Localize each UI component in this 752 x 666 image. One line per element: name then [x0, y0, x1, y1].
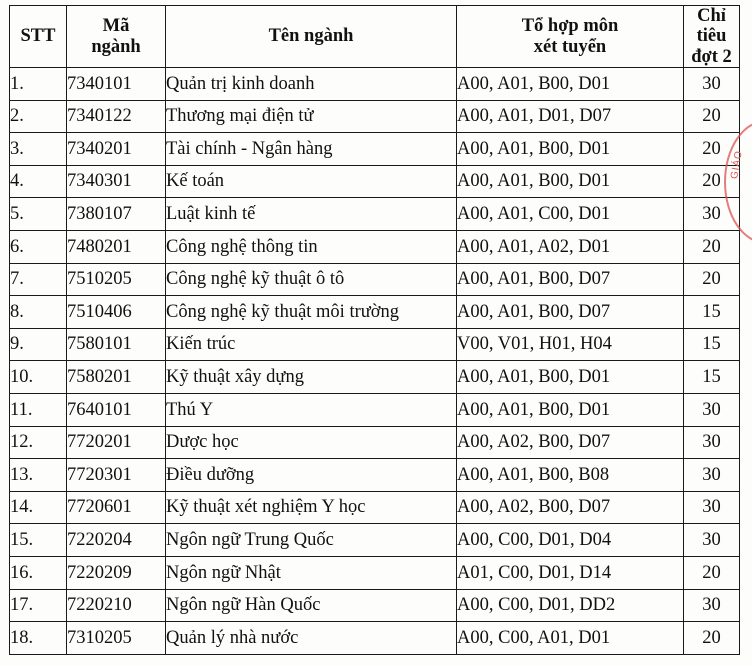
row-name-cell: Công nghệ kỹ thuật ô tô [166, 263, 457, 296]
table-row [10, 393, 740, 426]
row-name-cell: Kiến trúc [166, 328, 457, 361]
table-row [10, 198, 740, 231]
row-name-cell: Thương mại điện tử [166, 100, 457, 133]
row-combo-cell: A00, A01, A02, D01 [457, 231, 684, 264]
row-combo-cell: A00, C00, D01, DD2 [457, 589, 684, 622]
row-name-cell: Quản lý nhà nước [166, 622, 457, 655]
table-row [10, 165, 740, 198]
row-combo-cell: V00, V01, H01, H04 [457, 328, 684, 361]
row-stt-cell: 10. [10, 361, 67, 394]
row-combo-cell: A01, C00, D01, D14 [457, 556, 684, 589]
row-quota-cell: 20 [684, 165, 740, 198]
row-quota-cell: 30 [684, 524, 740, 557]
row-name-cell: Thú Y [166, 393, 457, 426]
row-code-cell: 7580101 [67, 328, 166, 361]
row-combo-cell: A00, A01, B00, D01 [457, 133, 684, 166]
table-header-row [10, 6, 740, 68]
header-stt: STT [10, 6, 67, 68]
row-code-cell: 7340101 [67, 68, 166, 101]
row-name-cell: Tài chính - Ngân hàng [166, 133, 457, 166]
row-quota-cell: 30 [684, 68, 740, 101]
row-quota-cell: 20 [684, 263, 740, 296]
row-name-cell: Công nghệ thông tin [166, 231, 457, 264]
row-code-cell: 7510406 [67, 296, 166, 329]
table-row [10, 622, 740, 655]
row-name-cell: Ngôn ngữ Trung Quốc [166, 524, 457, 557]
table-row [10, 100, 740, 133]
row-stt-cell: 17. [10, 589, 67, 622]
row-quota-cell: 20 [684, 133, 740, 166]
row-combo-cell: A00, A01, B00, D01 [457, 393, 684, 426]
row-name-cell: Điều dưỡng [166, 459, 457, 492]
row-stt-cell: 8. [10, 296, 67, 329]
row-name-cell: Quản trị kinh doanh [166, 68, 457, 101]
table-body [10, 68, 740, 655]
stamp-text: GIÁO [729, 149, 745, 180]
row-name-cell: Dược học [166, 426, 457, 459]
row-stt-cell: 15. [10, 524, 67, 557]
row-combo-cell: A00, A01, B00, D07 [457, 263, 684, 296]
row-stt-cell: 3. [10, 133, 67, 166]
row-stt-cell: 18. [10, 622, 67, 655]
row-code-cell: 7220210 [67, 589, 166, 622]
row-stt-cell: 7. [10, 263, 67, 296]
table-row [10, 459, 740, 492]
row-code-cell: 7340122 [67, 100, 166, 133]
row-name-cell: Kế toán [166, 165, 457, 198]
row-quota-cell: 20 [684, 556, 740, 589]
row-stt-cell: 16. [10, 556, 67, 589]
row-quota-cell: 15 [684, 328, 740, 361]
row-code-cell: 7480201 [67, 231, 166, 264]
row-combo-cell: A00, A01, B00, B08 [457, 459, 684, 492]
row-stt-cell: 6. [10, 231, 67, 264]
row-combo-cell: A00, A01, B00, D07 [457, 296, 684, 329]
row-quota-cell: 20 [684, 622, 740, 655]
row-code-cell: 7720601 [67, 491, 166, 524]
row-combo-cell: A00, C00, A01, D01 [457, 622, 684, 655]
row-stt-cell: 5. [10, 198, 67, 231]
header-code: Mã ngành [67, 6, 166, 68]
row-stt-cell: 2. [10, 100, 67, 133]
row-quota-cell: 15 [684, 296, 740, 329]
table-row [10, 296, 740, 329]
row-name-cell: Công nghệ kỹ thuật môi trường [166, 296, 457, 329]
row-code-cell: 7510205 [67, 263, 166, 296]
table-row [10, 68, 740, 101]
row-combo-cell: A00, A01, D01, D07 [457, 100, 684, 133]
header-combo: Tổ hợp môn xét tuyển [457, 6, 684, 68]
row-combo-cell: A00, C00, D01, D04 [457, 524, 684, 557]
table-row [10, 263, 740, 296]
row-combo-cell: A00, A01, B00, D01 [457, 361, 684, 394]
row-stt-cell: 11. [10, 393, 67, 426]
row-quota-cell: 30 [684, 491, 740, 524]
table-row [10, 556, 740, 589]
row-name-cell: Kỹ thuật xét nghiệm Y học [166, 491, 457, 524]
row-quota-cell: 20 [684, 100, 740, 133]
row-code-cell: 7380107 [67, 198, 166, 231]
row-code-cell: 7580201 [67, 361, 166, 394]
row-name-cell: Luật kinh tế [166, 198, 457, 231]
row-name-cell: Kỹ thuật xây dựng [166, 361, 457, 394]
row-quota-cell: 30 [684, 393, 740, 426]
row-combo-cell: A00, A01, B00, D01 [457, 68, 684, 101]
row-quota-cell: 15 [684, 361, 740, 394]
table-row [10, 133, 740, 166]
row-quota-cell: 30 [684, 589, 740, 622]
row-combo-cell: A00, A02, B00, D07 [457, 426, 684, 459]
row-stt-cell: 13. [10, 459, 67, 492]
row-code-cell: 7720201 [67, 426, 166, 459]
table-row [10, 491, 740, 524]
row-name-cell: Ngôn ngữ Hàn Quốc [166, 589, 457, 622]
table-row [10, 589, 740, 622]
row-stt-cell: 12. [10, 426, 67, 459]
row-stt-cell: 1. [10, 68, 67, 101]
row-code-cell: 7340301 [67, 165, 166, 198]
row-code-cell: 7340201 [67, 133, 166, 166]
row-quota-cell: 20 [684, 231, 740, 264]
table-row [10, 231, 740, 264]
row-code-cell: 7220209 [67, 556, 166, 589]
row-code-cell: 7310205 [67, 622, 166, 655]
table-row [10, 328, 740, 361]
row-quota-cell: 30 [684, 426, 740, 459]
row-quota-cell: 30 [684, 459, 740, 492]
row-quota-cell: 30 [684, 198, 740, 231]
row-code-cell: 7720301 [67, 459, 166, 492]
table-row [10, 361, 740, 394]
row-stt-cell: 14. [10, 491, 67, 524]
header-name: Tên ngành [166, 6, 457, 68]
row-name-cell: Ngôn ngữ Nhật [166, 556, 457, 589]
row-stt-cell: 9. [10, 328, 67, 361]
row-combo-cell: A00, A02, B00, D07 [457, 491, 684, 524]
table-row [10, 426, 740, 459]
row-code-cell: 7640101 [67, 393, 166, 426]
admissions-table [9, 5, 740, 655]
row-code-cell: 7220204 [67, 524, 166, 557]
row-combo-cell: A00, A01, C00, D01 [457, 198, 684, 231]
table-row [10, 524, 740, 557]
header-quota: Chỉ tiêu đợt 2 [684, 6, 740, 68]
row-stt-cell: 4. [10, 165, 67, 198]
row-combo-cell: A00, A01, B00, D01 [457, 165, 684, 198]
